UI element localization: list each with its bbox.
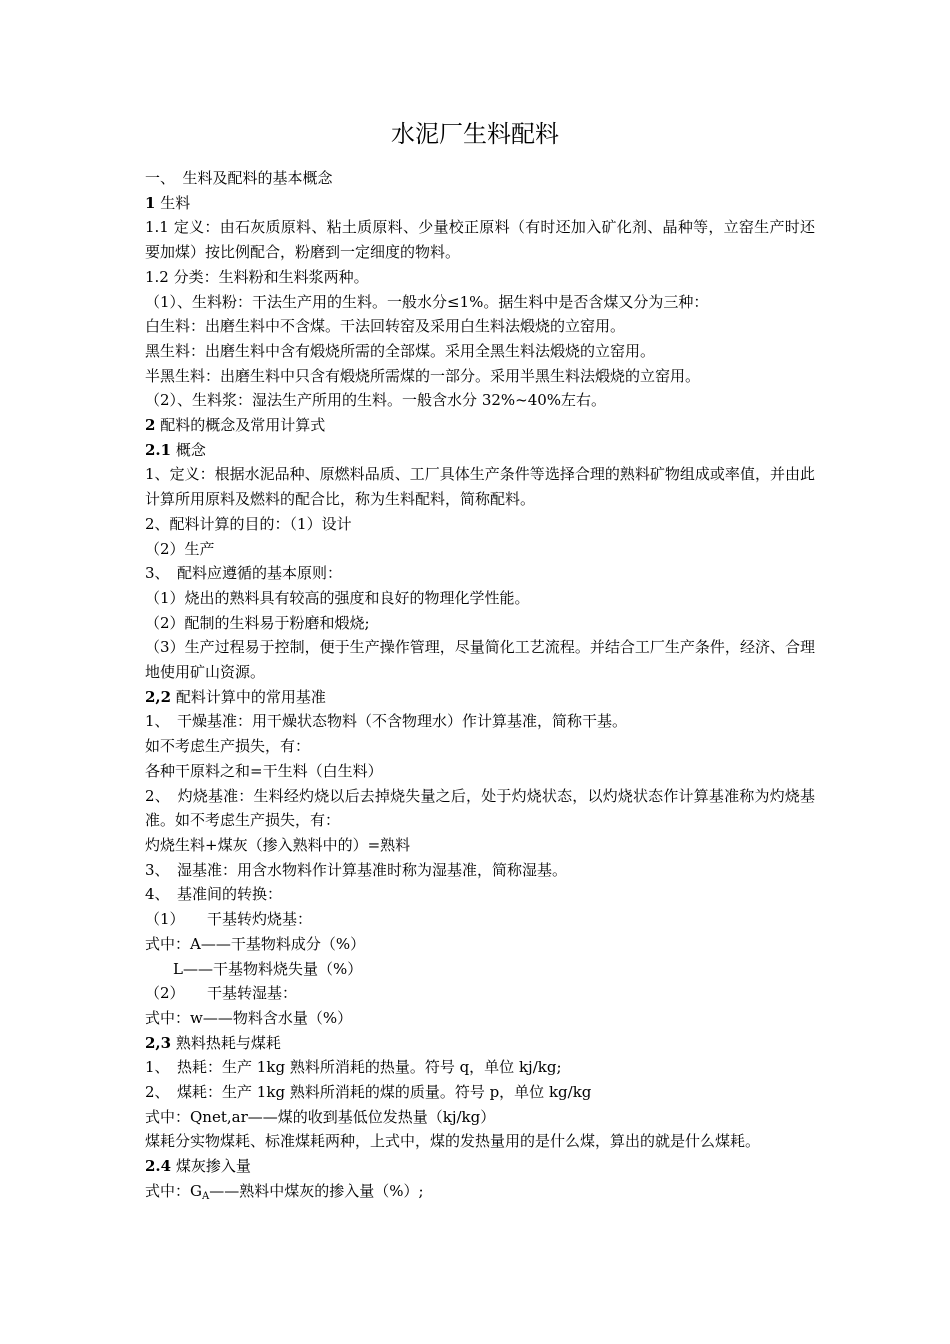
document-body	[145, 166, 815, 1204]
paragraph: （2） 干基转湿基：	[145, 984, 298, 1003]
heading-2-1: 2.1 概念	[145, 440, 206, 459]
paragraph: 2、 灼烧基准：生料经灼烧以后去掉烧失量之后，处于灼烧状态，以灼烧状态作计算基准称为灼烧基准。如不考虑生产损失，有：	[145, 786, 815, 830]
paragraph: 1、 热耗：生产 1kg 熟料所消耗的热量。符号 q，单位 kj/kg;	[145, 1058, 562, 1077]
heading-2-2: 2,2 配料计算中的常用基准	[145, 687, 326, 706]
paragraph: L——干基物料烧失量（%）	[173, 959, 363, 978]
paragraph: 白生料：出磨生料中不含煤。干法回转窑及采用白生料法煅烧的立窑用。	[145, 317, 626, 336]
heading-2: 2 配料的概念及常用计算式	[145, 416, 326, 435]
paragraph: （1）、生料粉：干法生产用的生料。一般水分≤1%。据生料中是否含煤又分为三种：	[145, 292, 709, 311]
paragraph: 2、配料计算的目的：（1）设计	[145, 514, 352, 533]
paragraph: 3、 配料应遵循的基本原则：	[145, 564, 343, 583]
paragraph: 式中：Qnet,ar——煤的收到基低位发热量（kj/kg）	[145, 1107, 496, 1126]
paragraph: （2）生产	[145, 539, 215, 558]
paragraph: 4、 基准间的转换：	[145, 885, 283, 904]
paragraph: 如不考虑生产损失，有：	[145, 737, 311, 756]
paragraph-definition: 1.1 定义：由石灰质原料、粘土质原料、少量校正原料（有时还加入矿化剂、晶种等，立窑生产时还要加煤）按比例配合，粉磨到一定细度的物料。	[145, 218, 815, 262]
paragraph-definition: 1、定义：根据水泥品种、原燃料品质、工厂具体生产条件等选择合理的熟料矿物组成或率值，并由此计算所用原料及燃料的配合比，称为生料配料，简称配料。	[145, 465, 815, 509]
paragraph: 黑生料：出磨生料中含有煅烧所需的全部煤。采用全黑生料法煅烧的立窑用。	[145, 341, 656, 360]
paragraph: 1、 干燥基准：用干燥状态物料（不含物理水）作计算基准，简称干基。	[145, 712, 628, 731]
paragraph: 煤耗分实物煤耗、标准煤耗两种，上式中，煤的发热量用的是什么煤，算出的就是什么煤耗。	[145, 1132, 761, 1151]
paragraph: （2）配制的生料易于粉磨和煅烧;	[145, 613, 370, 632]
section-heading: 一、 生料及配料的基本概念	[145, 169, 333, 187]
heading-2-4: 2.4 煤灰掺入量	[145, 1157, 251, 1176]
paragraph: 1.2 分类：生料粉和生料浆两种。	[145, 267, 369, 286]
paragraph: 式中：A——干基物料成分（%）	[145, 934, 366, 953]
paragraph: 各种干原料之和=干生料（白生料）	[145, 761, 383, 780]
paragraph: （3）生产过程易于控制，便于生产操作管理，尽量简化工艺流程。并结合工厂生产条件，经济、合理地使用矿山资源。	[145, 638, 815, 682]
paragraph: （2）、生料浆：湿法生产所用的生料。一般含水分 32%~40%左右。	[145, 391, 607, 410]
heading-1: 1 生料	[145, 193, 191, 212]
paragraph: （1） 干基转灼烧基：	[145, 910, 313, 929]
document-title: 水泥厂生料配料	[391, 120, 559, 148]
paragraph: 灼烧生料+煤灰（掺入熟料中的）=熟料	[145, 835, 411, 854]
paragraph: 式中：w——物料含水量（%）	[145, 1008, 353, 1027]
heading-2-3: 2,3 熟料热耗与煤耗	[145, 1033, 281, 1052]
paragraph: 2、 煤耗：生产 1kg 熟料所消耗的煤的质量。符号 p，单位 kg/kg	[145, 1083, 592, 1102]
paragraph: 式中：$G_A——$熟料中煤灰的掺入量（%）;	[145, 1181, 424, 1202]
paragraph: 半黑生料：出磨生料中只含有煅烧所需煤的一部分。采用半黑生料法煅烧的立窑用。	[145, 366, 701, 385]
paragraph: 3、 湿基准：用含水物料作计算基准时称为湿基准，简称湿基。	[145, 860, 568, 879]
paragraph: （1）烧出的熟料具有较高的强度和良好的物理化学性能。	[145, 588, 530, 607]
